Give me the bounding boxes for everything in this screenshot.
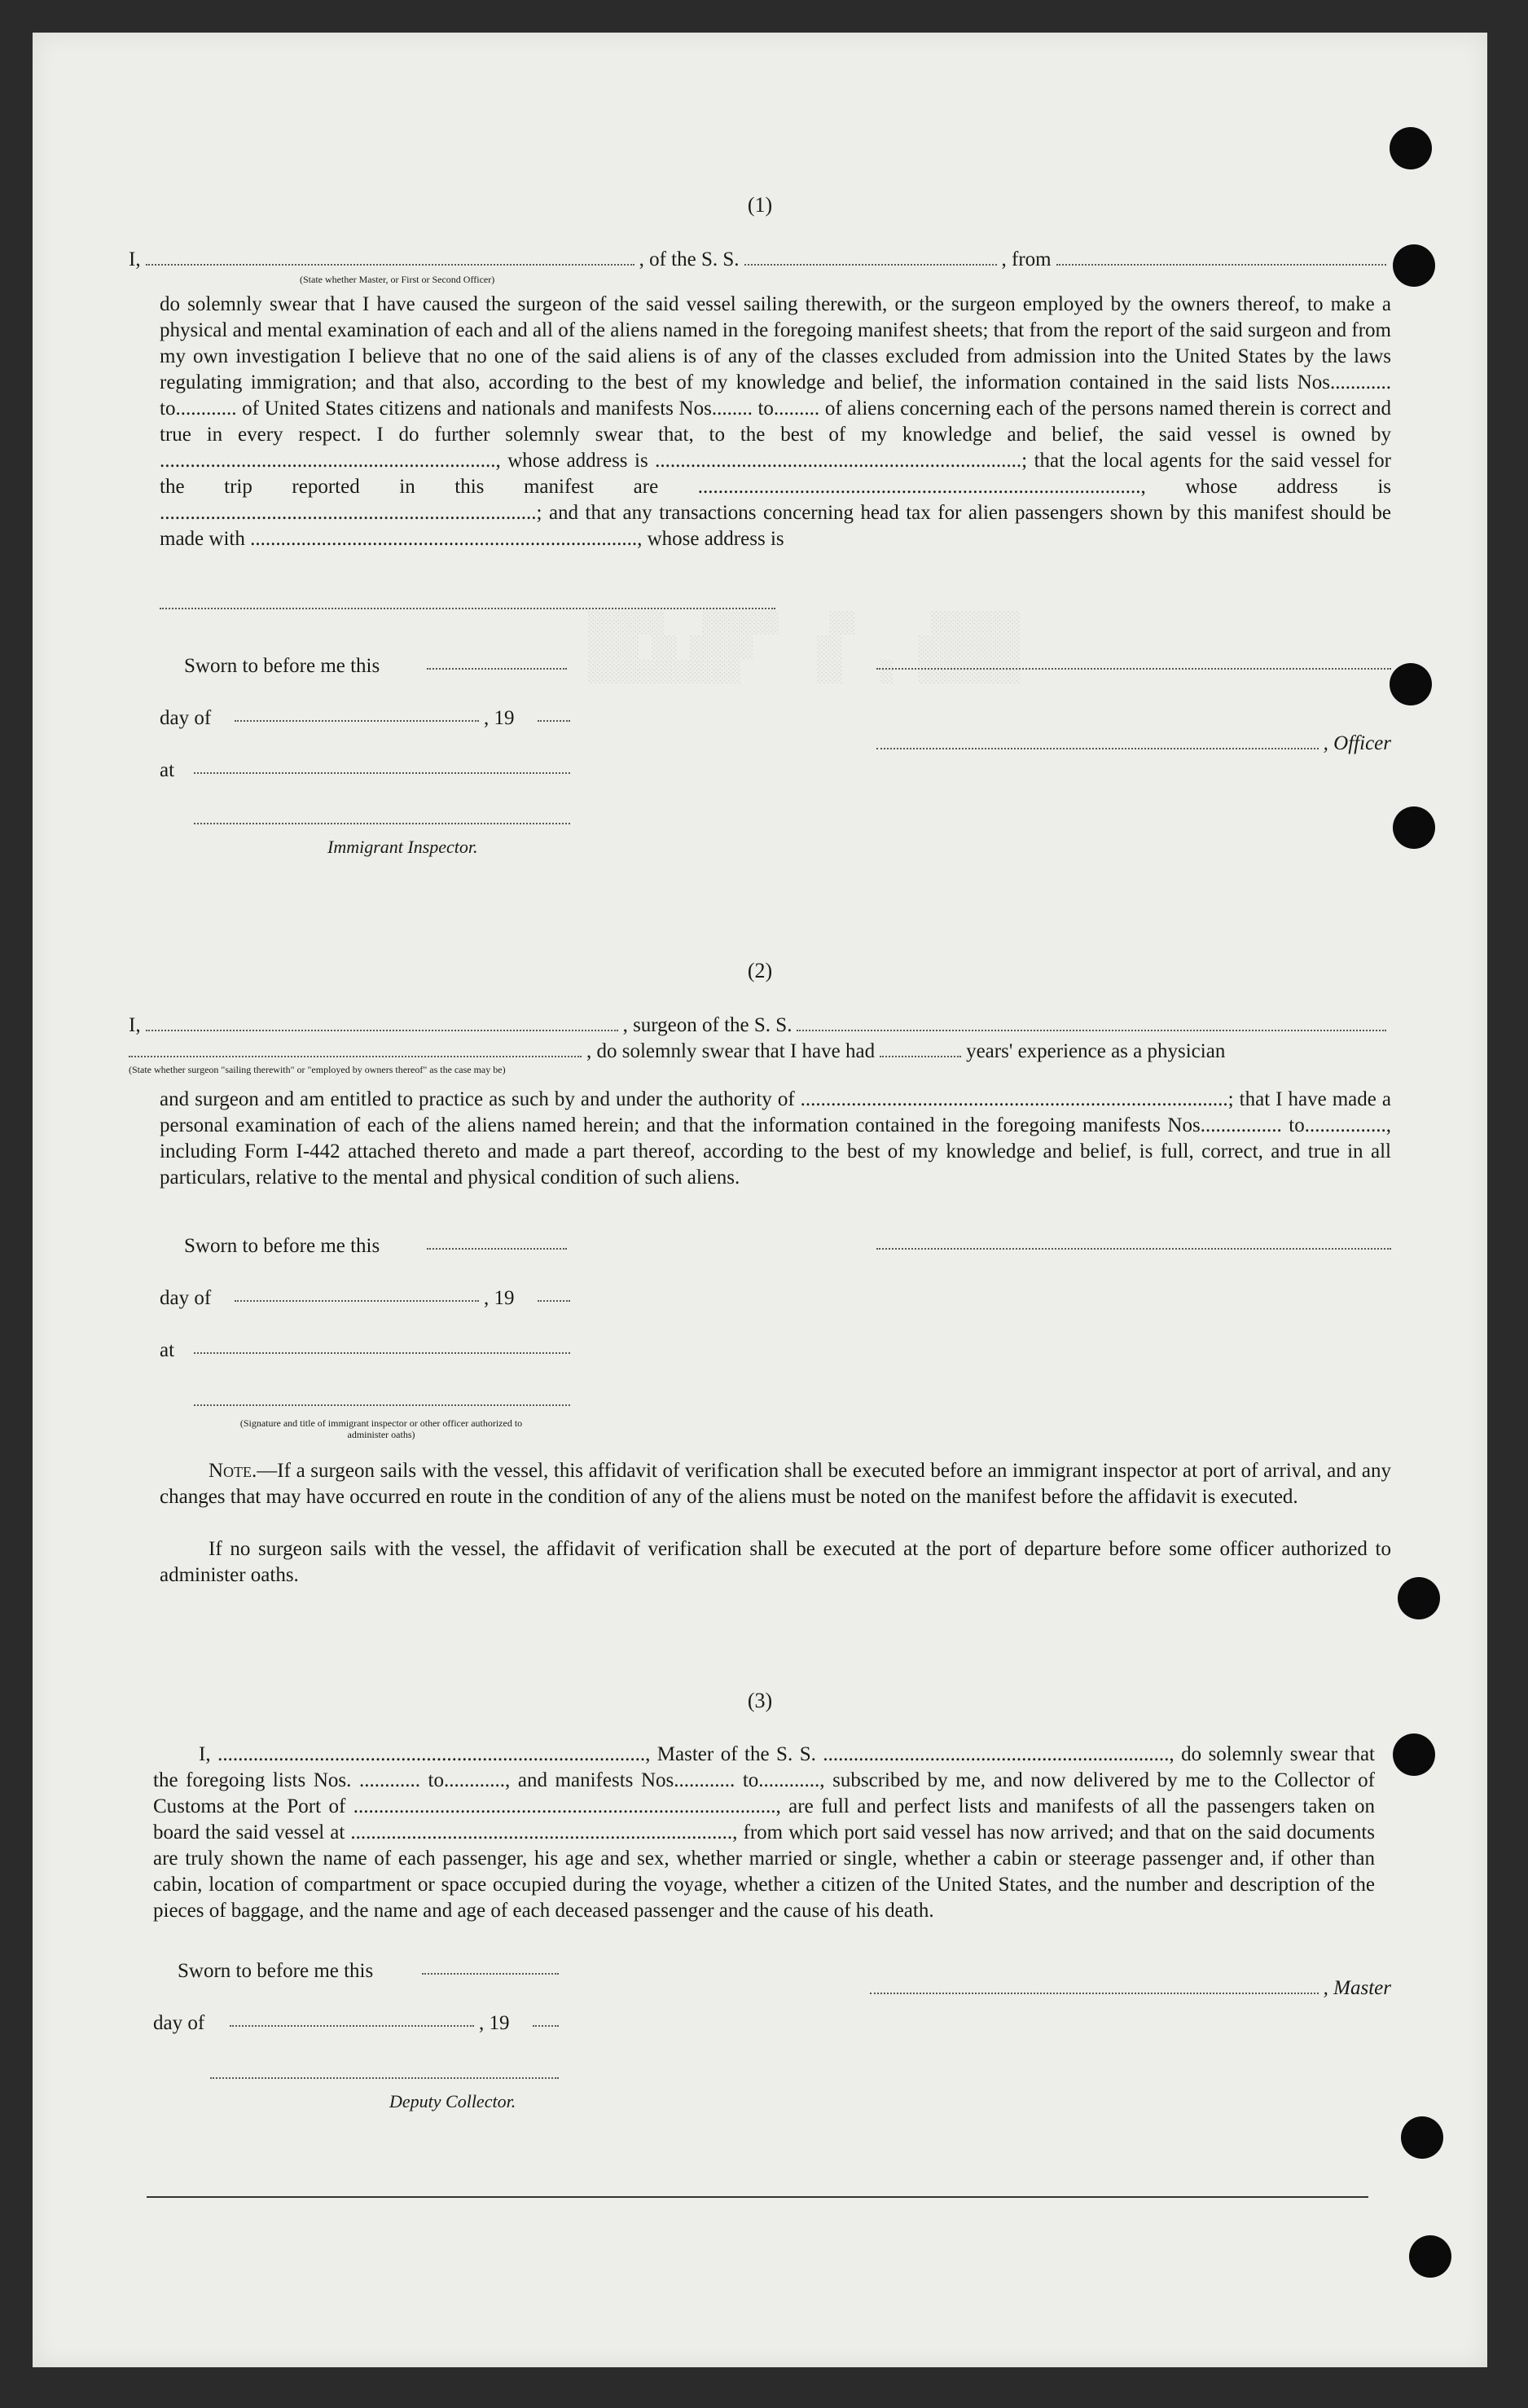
month-field-1[interactable] [235, 720, 479, 722]
day-of-label-1: day of [160, 707, 212, 729]
sworn-label-2: Sworn to before me this [184, 1235, 380, 1257]
punch-hole [1390, 127, 1432, 169]
officer-rank-note: (State whether Master, or First or Second Officer) [300, 274, 495, 285]
section-3-number: (3) [747, 1689, 773, 1712]
surgeon-status-field[interactable] [129, 1038, 582, 1057]
punch-hole [1390, 663, 1432, 705]
year-label-3: , 19 [479, 2012, 510, 2034]
master-signature-line[interactable] [870, 1975, 1319, 1994]
officer-signature-note: (Signature and title of immigrant inspector or other officer authorized to administer oaths) [239, 1417, 523, 1440]
punch-hole [1393, 806, 1435, 849]
month-field-2[interactable] [235, 1300, 479, 1302]
year-field-1[interactable] [538, 720, 570, 722]
surgeon-vessel-field[interactable] [797, 1012, 1386, 1031]
section-3-paragraph: I, ...................................................................................., Master of the S. S. ...................................................................., do solemnly swear that the foregoing lists Nos. ............ to............, and manifests Nos............ to............, subscribed by me, and now delivered by me to the Collector of Customs at the Port of ..................................................................................., are full and perfect lists and manifests of all the passengers taken on board the said vessel at ..........................................................................., from which port said vessel has now arrived; and that on the said documents are truly shown the name of each passenger, his age and sex, whether married or single, whether a cabin or steerage passenger and, if other than cabin, location of compartment or space occupied during the voyage, whether a citizen of the United States, and the number and description of the pieces of baggage, and the name and age of each deceased passenger and the cause of his death. [153, 1743, 1375, 1922]
years-field[interactable] [880, 1038, 961, 1057]
officer-name-field[interactable] [146, 246, 634, 266]
note-1 [160, 1458, 1391, 1510]
bottom-rule [147, 2196, 1368, 2198]
surgeon-signature-line[interactable] [876, 1248, 1391, 1250]
section-1-number: (1) [747, 193, 773, 217]
sworn-date-field-1[interactable] [427, 668, 567, 670]
year-field-2[interactable] [538, 1300, 570, 1302]
master-caption: , Master [1323, 1977, 1391, 1999]
punch-hole [1401, 2116, 1443, 2159]
month-field-3[interactable] [230, 2025, 474, 2027]
section-1-first-line [129, 246, 1391, 273]
vessel-name-field[interactable] [744, 246, 997, 266]
collector-caption: Deputy Collector. [389, 2091, 516, 2111]
place-field-2[interactable] [194, 1352, 570, 1354]
officer-signature-line[interactable] [876, 730, 1319, 749]
sworn-date-field-2[interactable] [427, 1248, 567, 1250]
section-2-first-line [129, 1012, 1391, 1039]
place-field-1[interactable] [194, 772, 570, 774]
section-2-paragraph: and surgeon and am entitled to practice as such by and under the authority of ....................................................................................; that I have made a personal examination of each of the aliens named herein; and that the information contained in the foregoing manifests Nos................ to................, including Form I-442 attached thereto and made a part thereof, according to the best of my knowledge and belief, is full, correct, and true in all particulars, relative to the mental and physical condition of such aliens. [160, 1088, 1391, 1189]
year-label-1: , 19 [484, 707, 515, 729]
i-label-2: I, [129, 1014, 141, 1036]
collector-signature-line[interactable] [210, 2077, 559, 2079]
sworn-label-3: Sworn to before me this [178, 1960, 374, 1982]
at-label-2: at [160, 1339, 175, 1361]
day-of-label-2: day of [160, 1287, 212, 1309]
punch-hole [1393, 1733, 1435, 1776]
manifest-sheet [33, 33, 1487, 2367]
master-signature-row [870, 1975, 1391, 2002]
inspector-caption: Immigrant Inspector. [327, 837, 478, 857]
section-1-extra-line [160, 608, 775, 609]
from-port-field[interactable] [1056, 246, 1386, 266]
years-label: years' experience as a physician [966, 1040, 1226, 1062]
note-1-text: —If a surgeon sails with the vessel, this affidavit of verification shall be executed before an immigrant inspector at port of arrival, and any changes that may have occurred en route in the condition of any of the aliens must be noted on the manifest before the affidavit is executed. [160, 1460, 1391, 1508]
officer-signature-row [876, 730, 1391, 757]
year-field-3[interactable] [533, 2025, 559, 2027]
at-label-1: at [160, 759, 175, 781]
section-1-paragraph: do solemnly swear that I have caused the surgeon of the said vessel sailing therewith, or the surgeon employed by the owners thereof, to make a physical and mental examination of each and all of the aliens named in the foregoing manifest sheets; that from the report of the said surgeon and from my own investigation I believe that no one of the said aliens is of any of the classes excluded from admission into the United States by the laws regulating immigration; and that also, according to the best of my knowledge and belief, the information contained in the said lists Nos............ to............ of United States citizens and nationals and manifests Nos........ to......... of aliens concerning each of the persons named therein is correct and true in every respect. I do further solemnly swear that, to the best of my knowledge and belief, the said vessel is owned by .................................................................., whose address is ........................................................................; that the local agents for the said vessel for the trip reported in this manifest are ......................................................................................., whose address is ..........................................................................; and that any transactions concerning head tax for alien passengers shown by this manifest should be made with ............................................................................, whose address is [160, 293, 1391, 550]
swear-label: , do solemnly swear that I have had [586, 1040, 876, 1062]
officer-caption: , Officer [1323, 732, 1391, 754]
punch-hole [1409, 2235, 1451, 2278]
surgeon-name-field[interactable] [146, 1012, 618, 1031]
officer-signature-line-2[interactable] [194, 1404, 570, 1406]
punch-hole [1398, 1577, 1440, 1619]
surgeon-status-note: (State whether surgeon "sailing therewith" or "employed by owners thereof" as the case may be) [129, 1064, 506, 1075]
surgeon-ss-label: , surgeon of the S. S. [622, 1014, 793, 1036]
note-2: If no surgeon sails with the vessel, the affidavit of verification shall be executed at the port of departure before some officer authorized to administer oaths. [160, 1538, 1391, 1586]
i-label: I, [129, 248, 141, 270]
day-of-label-3: day of [153, 2012, 205, 2034]
sworn-label-1: Sworn to before me this [184, 655, 380, 677]
from-label: , from [1001, 248, 1052, 270]
inspector-signature-line[interactable] [194, 823, 570, 824]
punch-hole [1393, 244, 1435, 287]
year-label-2: , 19 [484, 1287, 515, 1309]
note-label: Note. [209, 1460, 257, 1482]
section-1-right-line[interactable] [876, 668, 1391, 670]
sworn-date-field-3[interactable] [422, 1973, 559, 1975]
ss-label: , of the S. S. [639, 248, 740, 270]
section-2-number: (2) [747, 959, 773, 982]
bleed-through: ░░░░░░ ░░░░░░ ░░ ░░░░░░░ ░░░░ ░░ ░░░░░ ░░ ░░░░░░░░ ░░░░░░░░░░░░ ░░ ░ ░░░░░░░░ [588, 611, 1021, 684]
section-2-second-line [129, 1038, 1391, 1065]
